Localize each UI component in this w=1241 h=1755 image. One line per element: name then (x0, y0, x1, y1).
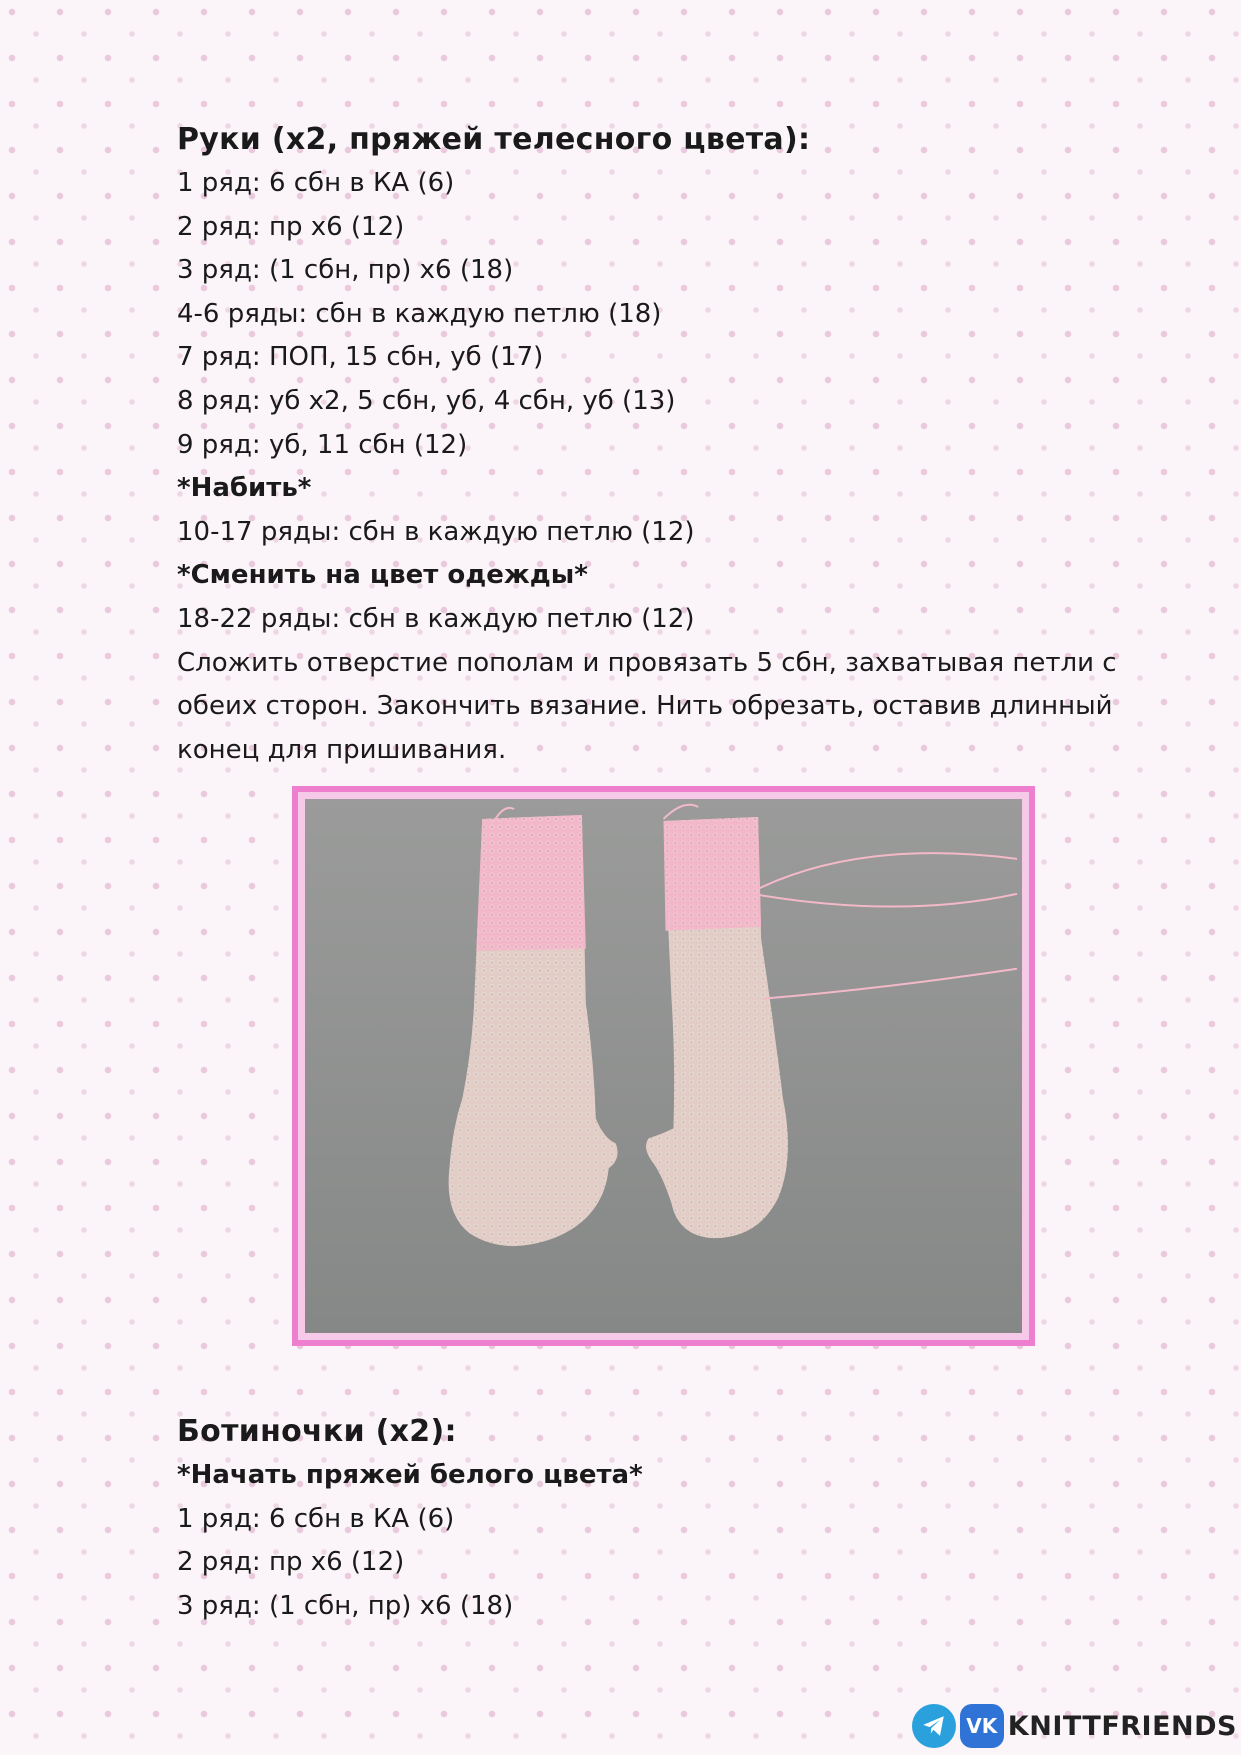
instruction-line: 1 ряд: 6 сбн в КА (6) (177, 1503, 455, 1534)
footer-branding (912, 1703, 1237, 1749)
telegram-icon[interactable] (912, 1704, 956, 1748)
arms-instructions (177, 162, 1157, 772)
brand-name[interactable]: KNITTFRIENDS (1007, 1710, 1237, 1742)
boots-heading: Ботиночки (х2): (177, 1414, 457, 1449)
instruction-line: 1 ряд: 6 сбн в КА (6) (177, 168, 455, 198)
instruction-note: *Набить* (177, 473, 312, 504)
instruction-line: 4-6 ряды: сбн в каждую петлю (18) (177, 298, 662, 329)
boots-section (177, 1410, 1157, 1628)
instruction-line: 2 ряд: пр х6 (12) (177, 211, 405, 242)
instruction-line: 7 ряд: ПОП, 15 сбн, уб (17) (177, 342, 544, 373)
arms-section (177, 118, 1157, 772)
instruction-line: 9 ряд: уб, 11 сбн (12) (177, 429, 468, 460)
instruction-line: 2 ряд: пр х6 (12) (177, 1547, 405, 1578)
instruction-line: 8 ряд: уб х2, 5 сбн, уб, 4 сбн, уб (13) (177, 385, 676, 416)
crocheted-arms-photo (305, 799, 1022, 1333)
instruction-line: 10-17 ряды: сбн в каждую петлю (12) (177, 516, 695, 547)
instruction-line: конец для пришивания. (177, 734, 507, 765)
boots-instructions (177, 1454, 1157, 1628)
vk-icon[interactable]: VK (960, 1704, 1004, 1748)
instruction-line: 3 ряд: (1 сбн, пр) х6 (18) (177, 1590, 514, 1621)
instruction-line: 3 ряд: (1 сбн, пр) х6 (18) (177, 255, 514, 286)
instruction-line: Сложить отверстие пополам и провязать 5 сбн, захватывая петли с (177, 647, 1117, 678)
photo-frame (292, 786, 1035, 1346)
arms-heading: Руки (х2, пряжей телесного цвета): (177, 122, 811, 157)
instruction-line: 18-22 ряды: сбн в каждую петлю (12) (177, 603, 695, 634)
instruction-line: обеих сторон. Закончить вязание. Нить обрезать, оставив длинный (177, 691, 1113, 722)
instruction-note: *Начать пряжей белого цвета* (177, 1460, 643, 1490)
instruction-note: *Сменить на цвет одежды* (177, 560, 588, 591)
crocheted-arms-illustration (305, 799, 1022, 1333)
